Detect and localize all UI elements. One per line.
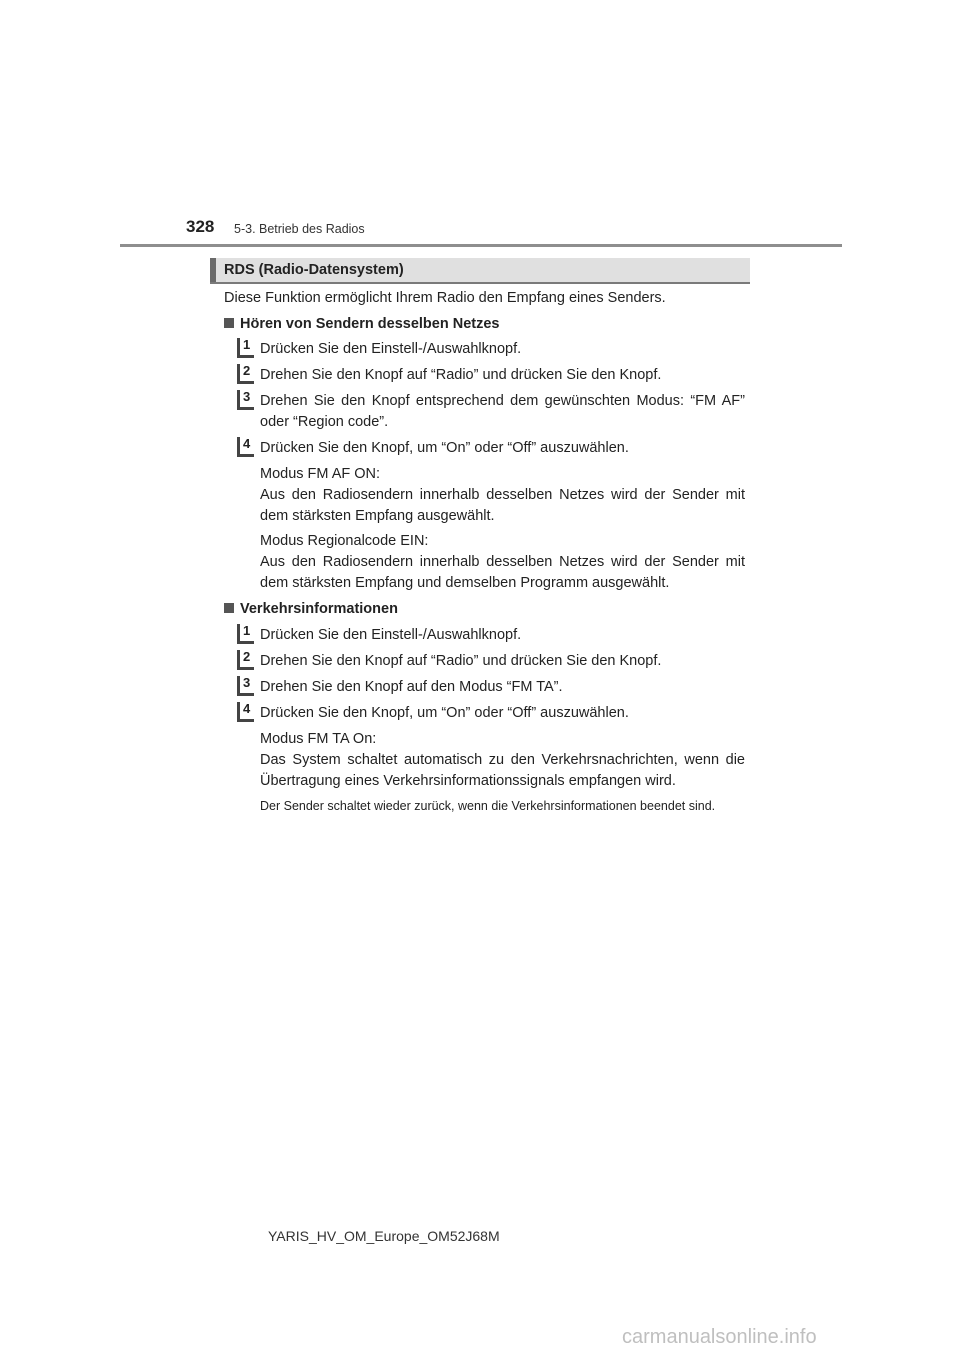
traffic-heading-text: Verkehrsinformationen (240, 601, 398, 617)
traffic-step-4: Drücken Sie den Knopf, um “On” oder “Off” auszuwählen. (260, 705, 629, 721)
step-marker-3: 3 (237, 676, 254, 696)
step-marker-2: 2 (237, 650, 254, 670)
af-mode-label: Modus FM AF ON: (260, 466, 381, 482)
network-step-1: Drücken Sie den Einstell-/Auswahlknopf. (260, 341, 522, 357)
step-marker-4: 4 (237, 702, 254, 722)
traffic-note: Der Sender schaltet wieder zurück, wenn die Verkehrsinformationen beendet sind. (260, 799, 716, 813)
af-mode-text: Aus den Radiosendern innerhalb desselben Netzes wird der Sender mit dem stärksten Empfang ausgewählt. (260, 487, 745, 524)
network-heading (224, 314, 499, 335)
square-bullet-icon (224, 318, 234, 328)
traffic-heading (224, 599, 398, 620)
step-marker-4: 4 (237, 437, 254, 457)
page-number: 328 (186, 217, 215, 236)
section-title: RDS (Radio-Datensystem) (224, 262, 404, 278)
document-code: YARIS_HV_OM_Europe_OM52J68M (268, 1228, 500, 1244)
section-header-bar (210, 258, 216, 282)
network-heading-text: Hören von Sendern desselben Netzes (240, 316, 500, 332)
step-marker-1: 1 (237, 338, 254, 358)
traffic-step-2: Drehen Sie den Knopf auf “Radio” und drücken Sie den Knopf. (260, 653, 662, 669)
square-bullet-icon (224, 603, 234, 613)
section-reference: 5-3. Betrieb des Radios (234, 222, 365, 236)
step-marker-3: 3 (237, 390, 254, 410)
network-step-3: Drehen Sie den Knopf entsprechend dem gewünschten Modus: “FM AF” oder “Region code”. (260, 393, 745, 430)
traffic-step-3: Drehen Sie den Knopf auf den Modus “FM TA”. (260, 679, 563, 695)
ta-mode-label: Modus FM TA On: (260, 731, 377, 747)
network-step-2: Drehen Sie den Knopf auf “Radio” und drücken Sie den Knopf. (260, 367, 662, 383)
ta-mode-text: Das System schaltet automatisch zu den Verkehrsnachrichten, wenn die Übertragung eines Verkehrsinformationssignals empfangen wird. (260, 752, 745, 789)
region-mode-text: Aus den Radiosendern innerhalb desselben Netzes wird der Sender mit dem stärksten Empfang und demselben Programm ausgewählt. (260, 554, 745, 591)
step-marker-1: 1 (237, 624, 254, 644)
header-divider (120, 244, 842, 247)
region-mode-label: Modus Regionalcode EIN: (260, 533, 429, 549)
network-step-4: Drücken Sie den Knopf, um “On” oder “Off” auszuwählen. (260, 440, 629, 456)
step-marker-2: 2 (237, 364, 254, 384)
watermark: carmanualsonline.info (622, 1326, 817, 1348)
intro-text: Diese Funktion ermöglicht Ihrem Radio den Empfang eines Senders. (224, 290, 666, 306)
section-header (210, 258, 750, 284)
traffic-step-1: Drücken Sie den Einstell-/Auswahlknopf. (260, 627, 522, 643)
